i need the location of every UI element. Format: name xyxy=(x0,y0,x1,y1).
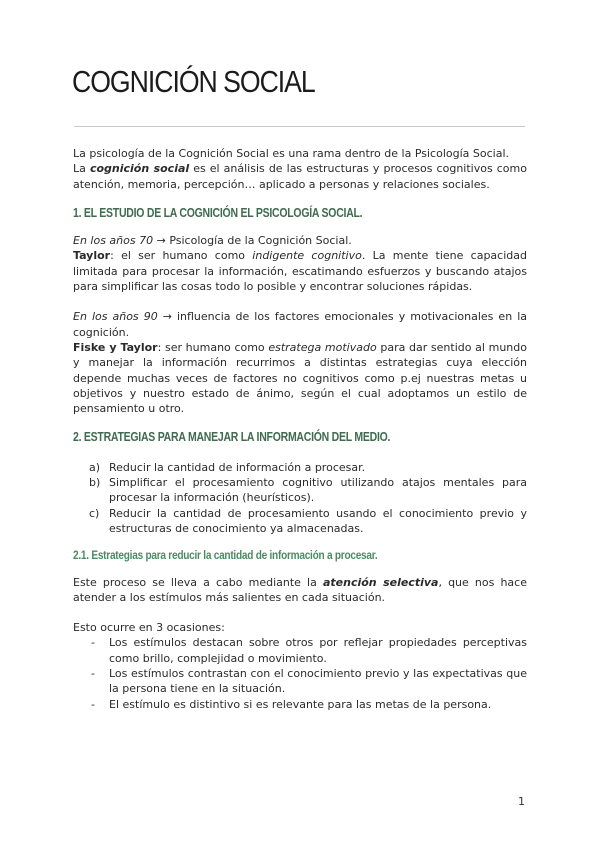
list-item xyxy=(89,635,527,666)
section-2-heading: 2. ESTRATEGIAS PARA MANEJAR LA INFORMACIÓN DEL MEDIO. xyxy=(73,430,391,445)
section-2-1-heading: 2.1. Estrategias para reducir la cantidad de información a procesar. xyxy=(73,548,378,563)
section-1-paragraph-3 xyxy=(73,309,527,340)
intro-line-2 xyxy=(73,161,527,192)
section-2-1-paragraph-1 xyxy=(73,575,527,606)
taylor-text-b: . La mente tiene capacidad limitada para procesar la información, escatimando esfuerzos y buscando atajos para simplificar las cosas todo lo posible y encontrar soluciones rápidas. xyxy=(73,249,527,294)
section-1-paragraph-1 xyxy=(73,233,527,248)
list-marker: - xyxy=(91,697,95,711)
list-marker: - xyxy=(91,667,95,681)
intro-line-2-pre: La xyxy=(73,162,90,176)
list-item-text: Los estímulos destacan sobre otros por reflejar propiedades perceptivas como brillo, complejidad o movimiento. xyxy=(109,636,527,665)
list-item-text: Simplificar el procesamiento cognitivo utilizando atajos mentales para procesar la información (heurísticos). xyxy=(109,476,527,505)
title-divider xyxy=(74,126,525,127)
list-item xyxy=(89,475,527,506)
attention-text-b: , que nos hace atender a los estímulos más salientes en cada situación. xyxy=(73,575,527,604)
taylor-text-a: : el ser humano como xyxy=(110,249,253,263)
era-70: En los años 70 xyxy=(73,234,154,248)
page-number: 1 xyxy=(518,795,525,808)
list-item-text: Reducir la cantidad de procesamiento usando el conocimiento previo y estructuras de conocimiento ya almacenadas. xyxy=(109,506,527,535)
author-fiske-taylor: Fiske y Taylor xyxy=(73,340,158,354)
section-1-paragraph-4 xyxy=(73,340,527,416)
list-item xyxy=(89,460,527,475)
occasions-list xyxy=(73,635,527,711)
list-item-text: Los estímulos contrastan con el conocimiento previo y las expectativas que la persona tiene en la situación. xyxy=(109,667,527,696)
intro-line-2-post: es el análisis de las estructuras y procesos cognitivos como atención, memoria, percepción… aplicado a personas y relaciones sociales. xyxy=(73,162,527,191)
author-taylor: Taylor xyxy=(73,249,111,263)
list-item xyxy=(89,506,527,537)
list-item-text: Reducir la cantidad de información a procesar. xyxy=(109,460,366,474)
era-70-rest: → Psicología de la Cognición Social. xyxy=(153,234,352,248)
section-1-paragraph-2 xyxy=(73,248,527,294)
term-indigente-cognitivo: indigente cognitivo xyxy=(252,249,362,263)
intro-line-1: La psicología de la Cognición Social es una rama dentro de la Psicología Social. xyxy=(73,147,509,160)
list-item-text: El estímulo es distintivo si es relevante para las metas de la persona. xyxy=(109,697,492,711)
list-marker: - xyxy=(91,636,95,650)
fiske-text-b: para dar sentido al mundo y manejar la información recurrimos a distintas estrategias cuya elección depende muchas veces de factores no cognitivos como p.ej nuestras metas u objetivos y nuestro estado de ánimo, según el cual adoptamos un estilo de pensamiento u otro. xyxy=(73,340,527,416)
page-title: COGNICIÓN SOCIAL xyxy=(72,64,315,99)
fiske-text-a: : ser humano como xyxy=(157,340,269,354)
era-90: En los años 90 xyxy=(73,310,158,324)
list-marker: b) xyxy=(89,476,101,490)
section-1-heading: 1. EL ESTUDIO DE LA COGNICIÓN EL PSICOLOGÍA SOCIAL. xyxy=(73,205,363,220)
term-atencion-selectiva: atención selectiva xyxy=(322,575,439,589)
term-estratega-motivado: estratega motivado xyxy=(268,340,377,354)
list-marker: c) xyxy=(89,506,100,520)
strategies-list xyxy=(73,460,527,536)
attention-text-a: Este proceso se lleva a cabo mediante la xyxy=(73,575,323,589)
list-item xyxy=(89,666,527,697)
era-90-rest: → influencia de los factores emocionales y motivacionales en la cognición. xyxy=(73,310,527,339)
term-cognicion-social: cognición social xyxy=(89,162,190,176)
list-item xyxy=(89,697,527,712)
document-body xyxy=(73,146,527,712)
section-2-1-paragraph-2: Esto ocurre en 3 ocasiones: xyxy=(73,621,225,635)
list-marker: a) xyxy=(89,460,101,474)
